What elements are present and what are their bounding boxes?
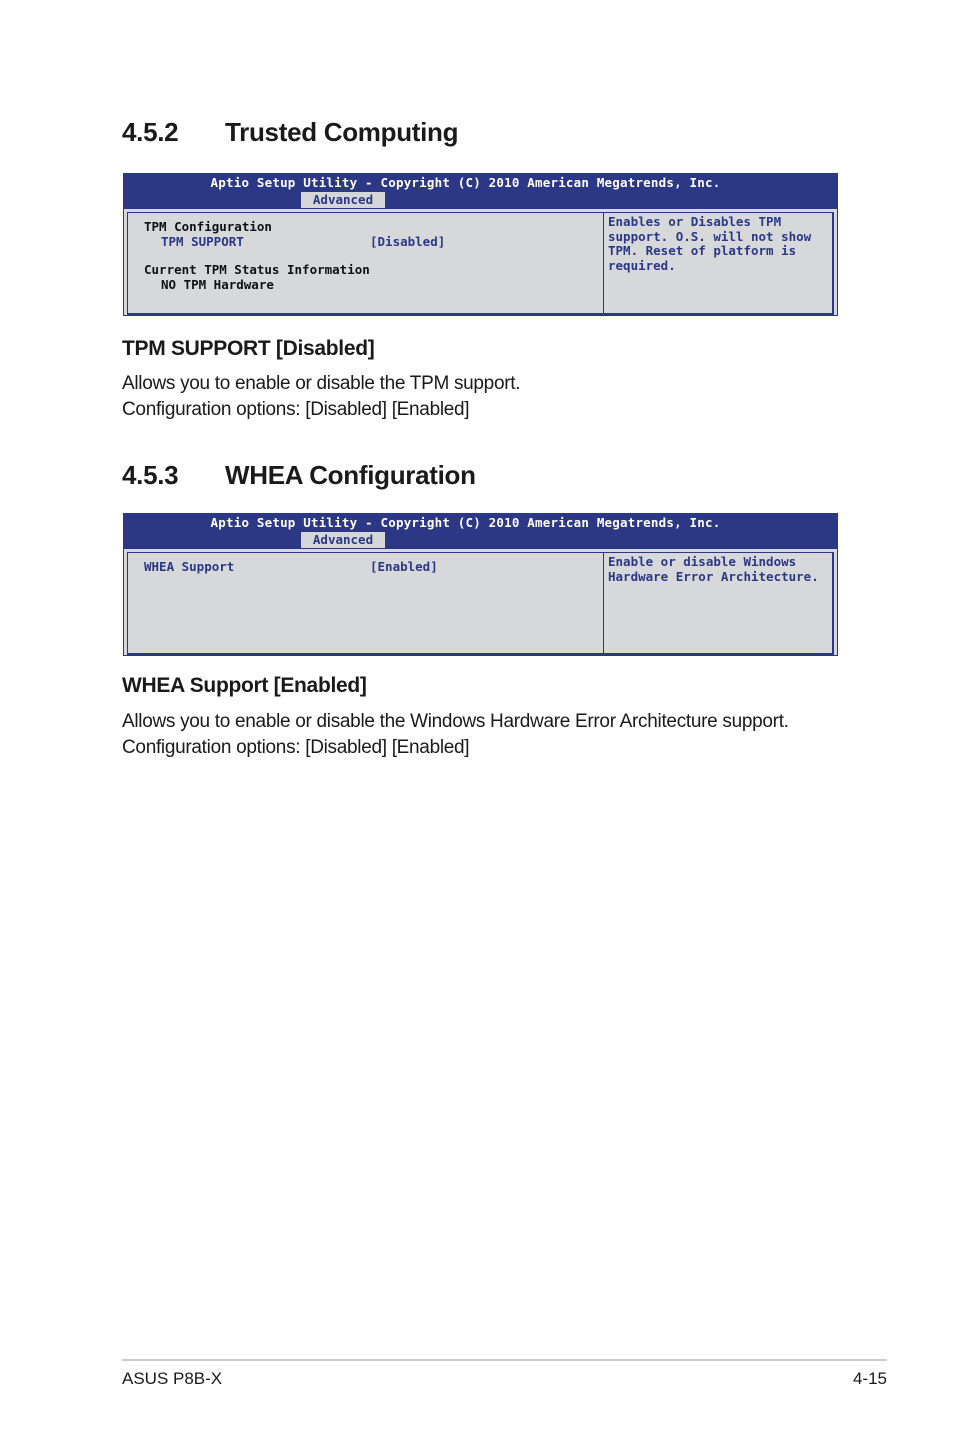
section-title: WHEA Configuration bbox=[225, 460, 476, 490]
section-heading-trusted-computing bbox=[122, 117, 458, 148]
whea-support-item[interactable]: WHEA Support bbox=[144, 559, 235, 574]
item-heading-tpm-support: TPM SUPPORT [Disabled] bbox=[122, 337, 375, 360]
help-line: Enable or disable Windows bbox=[608, 554, 797, 569]
help-text bbox=[608, 215, 833, 273]
description-line: Configuration options: [Disabled] [Enabled] bbox=[122, 399, 470, 420]
description-tpm bbox=[122, 371, 520, 423]
help-text bbox=[608, 555, 833, 584]
tpm-configuration-label: TPM Configuration bbox=[144, 219, 272, 234]
help-line: required. bbox=[608, 257, 676, 273]
bios-body bbox=[123, 549, 838, 656]
whea-support-value[interactable]: [Enabled] bbox=[370, 559, 438, 574]
section-number: 4.5.2 bbox=[122, 117, 179, 147]
bios-title: Aptio Setup Utility - Copyright (C) 2010 American Megatrends, Inc. bbox=[210, 175, 721, 190]
footer-rule bbox=[122, 1359, 887, 1361]
bios-header bbox=[123, 173, 838, 209]
bios-divider bbox=[603, 552, 604, 655]
tpm-support-item[interactable]: TPM SUPPORT bbox=[161, 234, 244, 249]
section-heading-whea-configuration bbox=[122, 460, 476, 491]
bios-divider bbox=[603, 212, 604, 315]
bios-header bbox=[123, 513, 838, 549]
description-line: Allows you to enable or disable the TPM support. bbox=[122, 373, 521, 394]
bios-screen-tpm bbox=[123, 173, 838, 316]
description-line: Allows you to enable or disable the Windows Hardware Error Architecture support. bbox=[122, 711, 789, 732]
footer-product-name: ASUS P8B-X bbox=[122, 1369, 223, 1388]
help-line: Hardware Error Architecture. bbox=[608, 568, 819, 584]
bios-title: Aptio Setup Utility - Copyright (C) 2010 American Megatrends, Inc. bbox=[210, 515, 721, 530]
footer-page-number: 4-15 bbox=[852, 1369, 887, 1388]
help-line: Enables or Disables TPM bbox=[608, 214, 782, 229]
description-whea bbox=[122, 709, 789, 761]
item-heading-whea-support: WHEA Support [Enabled] bbox=[122, 674, 367, 697]
bios-body bbox=[123, 209, 838, 316]
tab-advanced[interactable]: Advanced bbox=[301, 192, 385, 208]
bios-screen-whea bbox=[123, 513, 838, 656]
tab-advanced[interactable]: Advanced bbox=[301, 532, 385, 548]
description-line: Configuration options: [Disabled] [Enabled] bbox=[122, 737, 470, 758]
tpm-status-value: NO TPM Hardware bbox=[161, 277, 274, 292]
tpm-status-label: Current TPM Status Information bbox=[144, 262, 370, 277]
section-number: 4.5.3 bbox=[122, 460, 179, 490]
section-title: Trusted Computing bbox=[225, 117, 459, 147]
help-line: support. O.S. will not show bbox=[608, 228, 812, 244]
tpm-support-value[interactable]: [Disabled] bbox=[370, 234, 446, 249]
help-line: TPM. Reset of platform is bbox=[608, 243, 797, 258]
